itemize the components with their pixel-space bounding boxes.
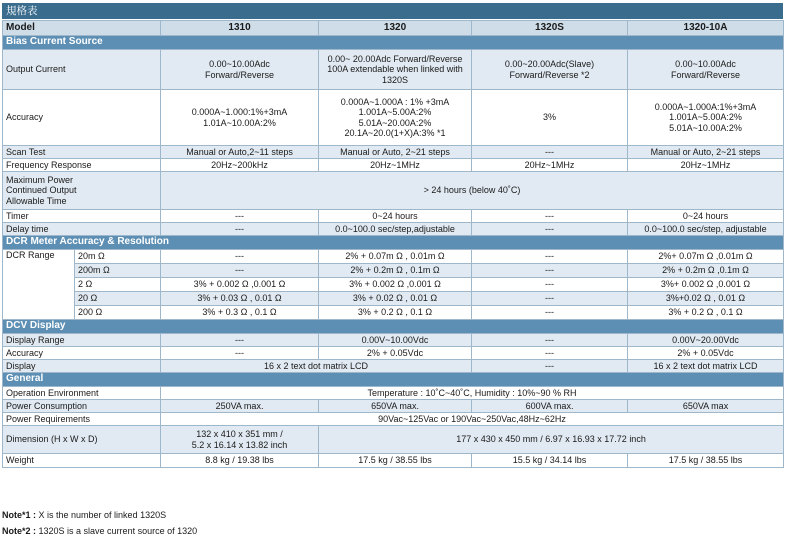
table-row — [3, 90, 784, 146]
cell: 2% + 0.05Vdc — [628, 347, 784, 360]
cell: 0.000A~1.000:1%+3mA 1.01A~10.00A:2% — [161, 90, 319, 146]
cell: --- — [472, 223, 628, 236]
section-dcr: DCR Meter Accuracy & Resolution — [3, 236, 784, 250]
table-row — [3, 146, 784, 159]
table-row — [3, 250, 784, 264]
row-label: Display Range — [3, 334, 161, 347]
section-dcv: DCV Display — [3, 320, 784, 334]
range-label: 20 Ω — [75, 292, 161, 306]
cell: --- — [161, 210, 319, 223]
cell: > 24 hours (below 40˚C) — [161, 172, 784, 210]
cell: 3% + 0.02 Ω , 0.01 Ω — [319, 292, 472, 306]
table-row — [3, 172, 784, 210]
cell: 0.000A~1.000A : 1% +3mA 1.001A~5.00A:2% 5.01A~20.00A:2% 20.1A~20.0(1+X)A:3% *1 — [319, 90, 472, 146]
cell: 16 x 2 text dot matrix LCD — [161, 360, 472, 373]
cell: 0.00~10.00Adc Forward/Reverse — [628, 50, 784, 90]
row-label: Weight — [3, 454, 161, 468]
cell: 3% + 0.03 Ω , 0.01 Ω — [161, 292, 319, 306]
row-label: Output Current — [3, 50, 161, 90]
table-row — [3, 454, 784, 468]
row-label: Scan Test — [3, 146, 161, 159]
cell: 20Hz~1MHz — [628, 159, 784, 172]
header-model-1: 1310 — [161, 21, 319, 36]
range-label: 2 Ω — [75, 278, 161, 292]
cell: --- — [472, 347, 628, 360]
row-label: Delay time — [3, 223, 161, 236]
row-label: Frequency Response — [3, 159, 161, 172]
cell: 0.00~ 20.00Adc Forward/Reverse 100A extendable when linked with 1320S — [319, 50, 472, 90]
cell: 2% + 0.07m Ω , 0.01m Ω — [319, 250, 472, 264]
cell: 15.5 kg / 34.14 lbs — [472, 454, 628, 468]
cell: 0.00V~20.00Vdc — [628, 334, 784, 347]
footnote-tag: Note*2 : — [2, 526, 37, 536]
cell: Manual or Auto,2~11 steps — [161, 146, 319, 159]
row-label: Dimension (H x W x D) — [3, 426, 161, 454]
cell: 0.0~100.0 sec/step, adjustable — [628, 223, 784, 236]
cell: --- — [472, 146, 628, 159]
table-row — [3, 334, 784, 347]
cell: 650VA max — [628, 400, 784, 413]
cell: 177 x 430 x 450 mm / 6.97 x 16.93 x 17.72 inch — [319, 426, 784, 454]
cell: 20Hz~1MHz — [319, 159, 472, 172]
section-row — [3, 236, 784, 250]
table-row — [3, 210, 784, 223]
table-row — [3, 159, 784, 172]
table-row — [3, 264, 784, 278]
cell: 90Vac~125Vac or 190Vac~250Vac,48Hz~62Hz — [161, 413, 784, 426]
cell: --- — [472, 360, 628, 373]
row-label: Operation Environment — [3, 387, 161, 400]
cell: --- — [472, 250, 628, 264]
footnote-tag: Note*1 : — [2, 510, 37, 520]
cell: --- — [161, 223, 319, 236]
row-label: Power Requirements — [3, 413, 161, 426]
cell: 3%+ 0.002 Ω ,0.001 Ω — [628, 278, 784, 292]
row-label: Power Consumption — [3, 400, 161, 413]
cell: 600VA max. — [472, 400, 628, 413]
cell: 17.5 kg / 38.55 lbs — [628, 454, 784, 468]
range-label: 200m Ω — [75, 264, 161, 278]
cell: 0~24 hours — [319, 210, 472, 223]
sheet-title: 規格表 — [2, 3, 783, 19]
table-row — [3, 50, 784, 90]
row-label: Timer — [3, 210, 161, 223]
cell: --- — [472, 264, 628, 278]
cell: 3% + 0.002 Ω ,0.001 Ω — [161, 278, 319, 292]
cell: --- — [472, 210, 628, 223]
cell: --- — [472, 292, 628, 306]
cell: Manual or Auto, 2~21 steps — [628, 146, 784, 159]
cell: 3% + 0.2 Ω , 0.1 Ω — [628, 306, 784, 320]
table-row — [3, 387, 784, 400]
cell: 650VA max. — [319, 400, 472, 413]
cell: 20Hz~200kHz — [161, 159, 319, 172]
cell: --- — [472, 306, 628, 320]
section-row — [3, 320, 784, 334]
cell: 0.00V~10.00Vdc — [319, 334, 472, 347]
cell: 0~24 hours — [628, 210, 784, 223]
cell: --- — [161, 334, 319, 347]
table-row — [3, 360, 784, 373]
range-label: 20m Ω — [75, 250, 161, 264]
table-row — [3, 306, 784, 320]
table-row — [3, 347, 784, 360]
footnote-text: 1320S is a slave current source of 1320 — [36, 526, 198, 536]
cell: 2%+ 0.07m Ω ,0.01m Ω — [628, 250, 784, 264]
section-row — [3, 36, 784, 50]
cell: 250VA max. — [161, 400, 319, 413]
cell: Manual or Auto, 2~21 steps — [319, 146, 472, 159]
cell: --- — [472, 278, 628, 292]
cell: --- — [161, 264, 319, 278]
footnotes — [2, 507, 197, 539]
table-row — [3, 400, 784, 413]
header-model-3: 1320S — [472, 21, 628, 36]
table-row — [3, 278, 784, 292]
cell: 3% — [472, 90, 628, 146]
cell: 3%+0.02 Ω , 0.01 Ω — [628, 292, 784, 306]
table-row — [3, 292, 784, 306]
cell: 2% + 0.05Vdc — [319, 347, 472, 360]
cell: 2% + 0.2m Ω , 0.1m Ω — [319, 264, 472, 278]
cell: --- — [472, 334, 628, 347]
row-label: Accuracy — [3, 90, 161, 146]
cell: 0.000A~1.000A:1%+3mA 1.001A~5.00A:2% 5.01A~10.00A:2% — [628, 90, 784, 146]
cell: 17.5 kg / 38.55 lbs — [319, 454, 472, 468]
section-general: General — [3, 373, 784, 387]
spec-table — [2, 20, 784, 468]
cell: 0.00~10.00Adc Forward/Reverse — [161, 50, 319, 90]
header-model-2: 1320 — [319, 21, 472, 36]
range-label: 200 Ω — [75, 306, 161, 320]
header-model-4: 1320-10A — [628, 21, 784, 36]
table-row — [3, 426, 784, 454]
cell: 3% + 0.002 Ω ,0.001 Ω — [319, 278, 472, 292]
footnote-text: X is the number of linked 1320S — [36, 510, 167, 520]
section-row — [3, 373, 784, 387]
cell: 3% + 0.2 Ω , 0.1 Ω — [319, 306, 472, 320]
cell: --- — [161, 250, 319, 264]
header-row — [3, 21, 784, 36]
row-label: Maximum Power Continued Output Allowable Time — [3, 172, 161, 210]
cell: 16 x 2 text dot matrix LCD — [628, 360, 784, 373]
row-label: Display — [3, 360, 161, 373]
table-row — [3, 223, 784, 236]
table-row — [3, 413, 784, 426]
header-model: Model — [3, 21, 161, 36]
footnote-1 — [2, 507, 197, 523]
cell: 3% + 0.3 Ω , 0.1 Ω — [161, 306, 319, 320]
section-bias: Bias Current Source — [3, 36, 784, 50]
cell: 0.0~100.0 sec/step,adjustable — [319, 223, 472, 236]
cell: 8.8 kg / 19.38 lbs — [161, 454, 319, 468]
cell: 20Hz~1MHz — [472, 159, 628, 172]
cell: 0.00~20.00Adc(Slave) Forward/Reverse *2 — [472, 50, 628, 90]
cell: Temperature : 10˚C~40˚C, Humidity : 10%~90 % RH — [161, 387, 784, 400]
cell: 132 x 410 x 351 mm / 5.2 x 16.14 x 13.82 inch — [161, 426, 319, 454]
footnote-2 — [2, 523, 197, 539]
row-label: DCR Range — [3, 250, 75, 320]
cell: --- — [161, 347, 319, 360]
row-label: Accuracy — [3, 347, 161, 360]
cell: 2% + 0.2m Ω ,0.1m Ω — [628, 264, 784, 278]
